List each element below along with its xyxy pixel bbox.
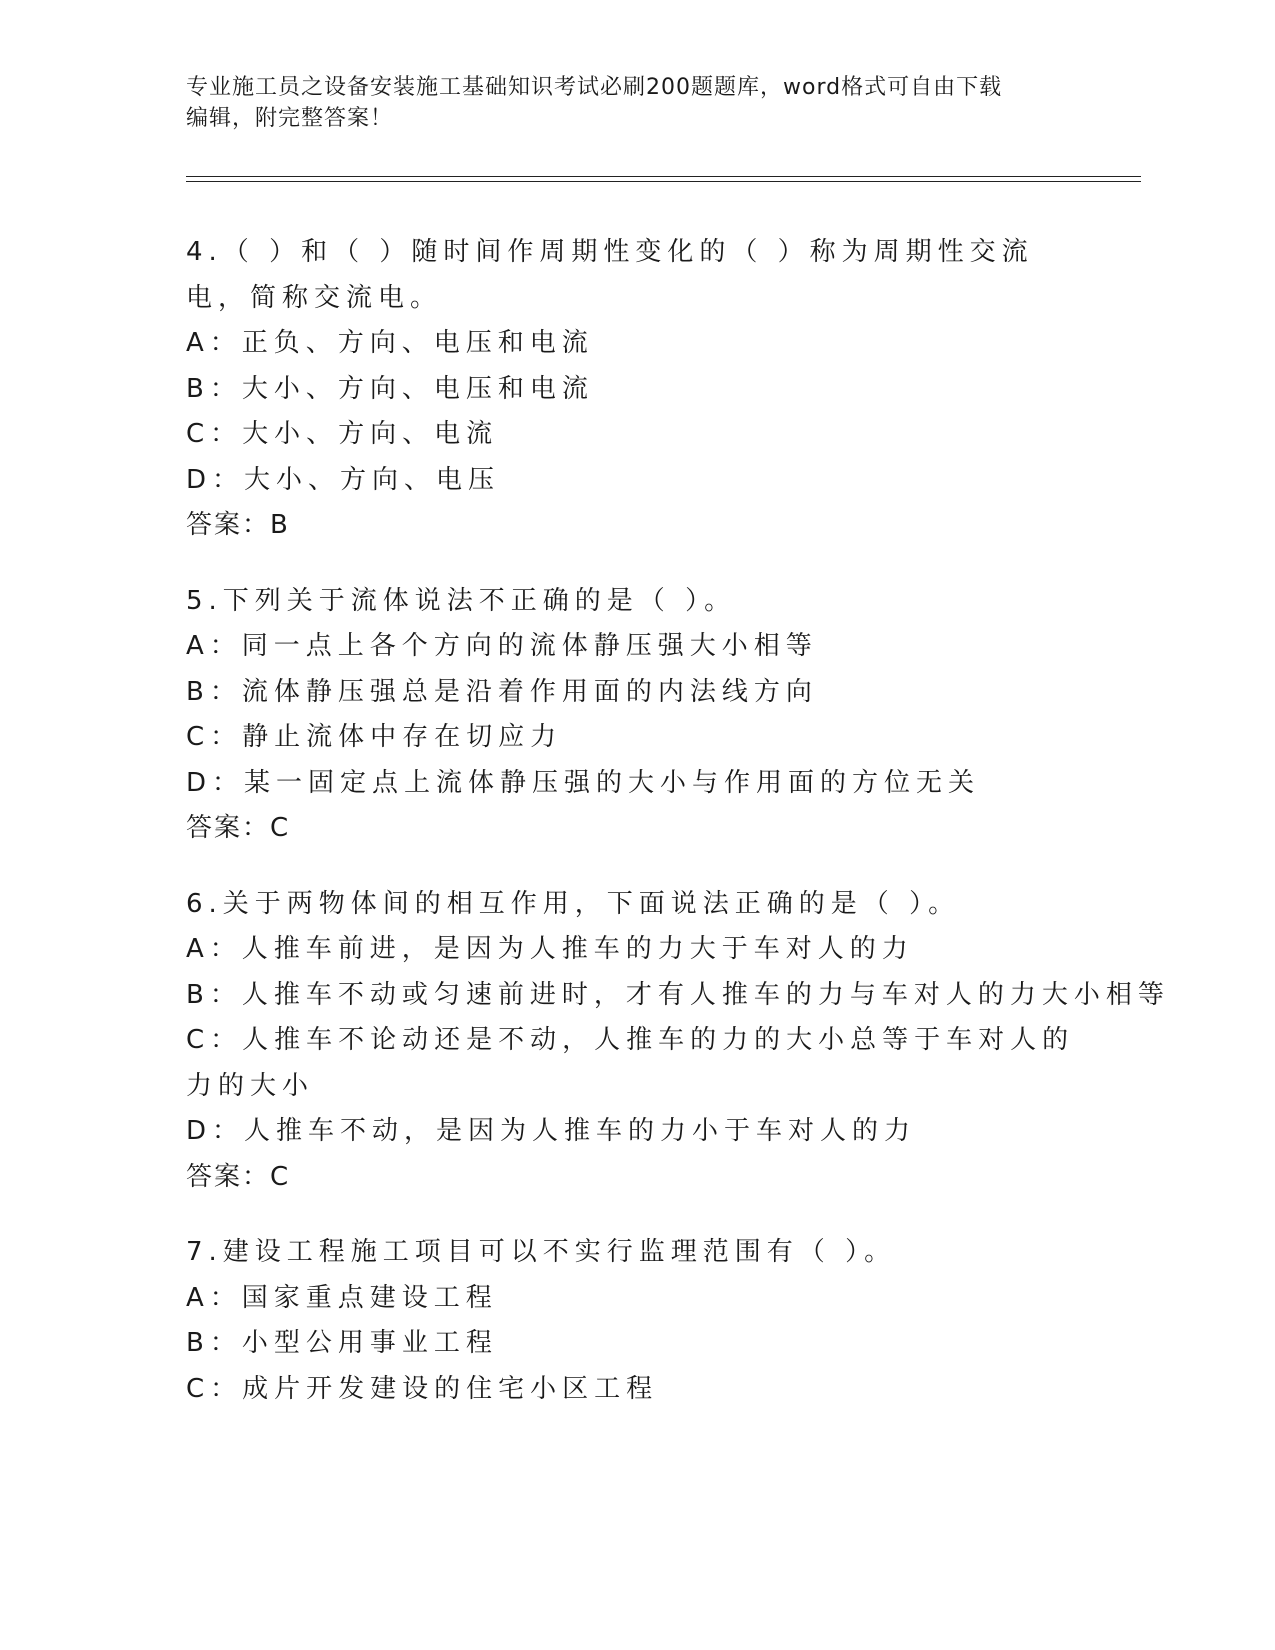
question-stem: 4.（ ）和（ ）随时间作周期性变化的（ ）称为周期性交流电，简称交流电。 <box>186 237 1034 313</box>
option-c: C：人推车不论动还是不动，人推车的力的大小总等于车对人的力的大小 <box>186 1025 1075 1101</box>
answer: 答案：C <box>186 1161 291 1192</box>
header-divider-top <box>186 176 1141 177</box>
question-5 <box>186 579 1086 852</box>
header-divider-bottom <box>186 181 1141 182</box>
option-b: B：小型公用事业工程 <box>186 1328 498 1358</box>
question-stem: 7.建设工程施工项目可以不实行监理范围有（ ）。 <box>186 1237 897 1267</box>
answer: 答案：C <box>186 813 291 843</box>
option-b: B：大小、方向、电压和电流 <box>186 373 594 404</box>
option-d: D：大小、方向、电压 <box>186 464 501 495</box>
option-a: A：正负、方向、电压和电流 <box>186 328 594 358</box>
option-c: C：成片开发建设的住宅小区工程 <box>186 1373 659 1404</box>
option-b: B：人推车不动或匀速前进时，才有人推车的力与车对人的力大小相等 <box>186 979 1170 1010</box>
option-b: B：流体静压强总是沿着作用面的内法线方向 <box>186 676 818 707</box>
option-d: D：人推车不动，是因为人推车的力小于车对人的力 <box>186 1116 917 1146</box>
header-line-1: 专业施工员之设备安装施工基础知识考试必刷200题题库，word格式可自由下载 <box>186 75 1003 100</box>
option-a: A：国家重点建设工程 <box>186 1282 498 1313</box>
option-a: A：同一点上各个方向的流体静压强大小相等 <box>186 631 818 661</box>
question-7 <box>186 1230 1086 1412</box>
option-c: C：大小、方向、电流 <box>186 419 499 449</box>
header-line-2: 编辑，附完整答案！ <box>186 106 394 131</box>
answer: 答案：B <box>186 510 290 540</box>
question-4 <box>186 230 1086 549</box>
document-header <box>186 72 1066 134</box>
option-a: A：人推车前进，是因为人推车的力大于车对人的力 <box>186 934 914 964</box>
question-list <box>186 230 1170 1442</box>
option-c: C：静止流体中存在切应力 <box>186 722 563 752</box>
question-stem: 5.下列关于流体说法不正确的是（ ）。 <box>186 585 737 616</box>
question-6 <box>186 882 1170 1201</box>
question-stem: 6.关于两物体间的相互作用，下面说法正确的是（ ）。 <box>186 888 961 919</box>
option-d: D：某一固定点上流体静压强的大小与作用面的方位无关 <box>186 767 981 798</box>
